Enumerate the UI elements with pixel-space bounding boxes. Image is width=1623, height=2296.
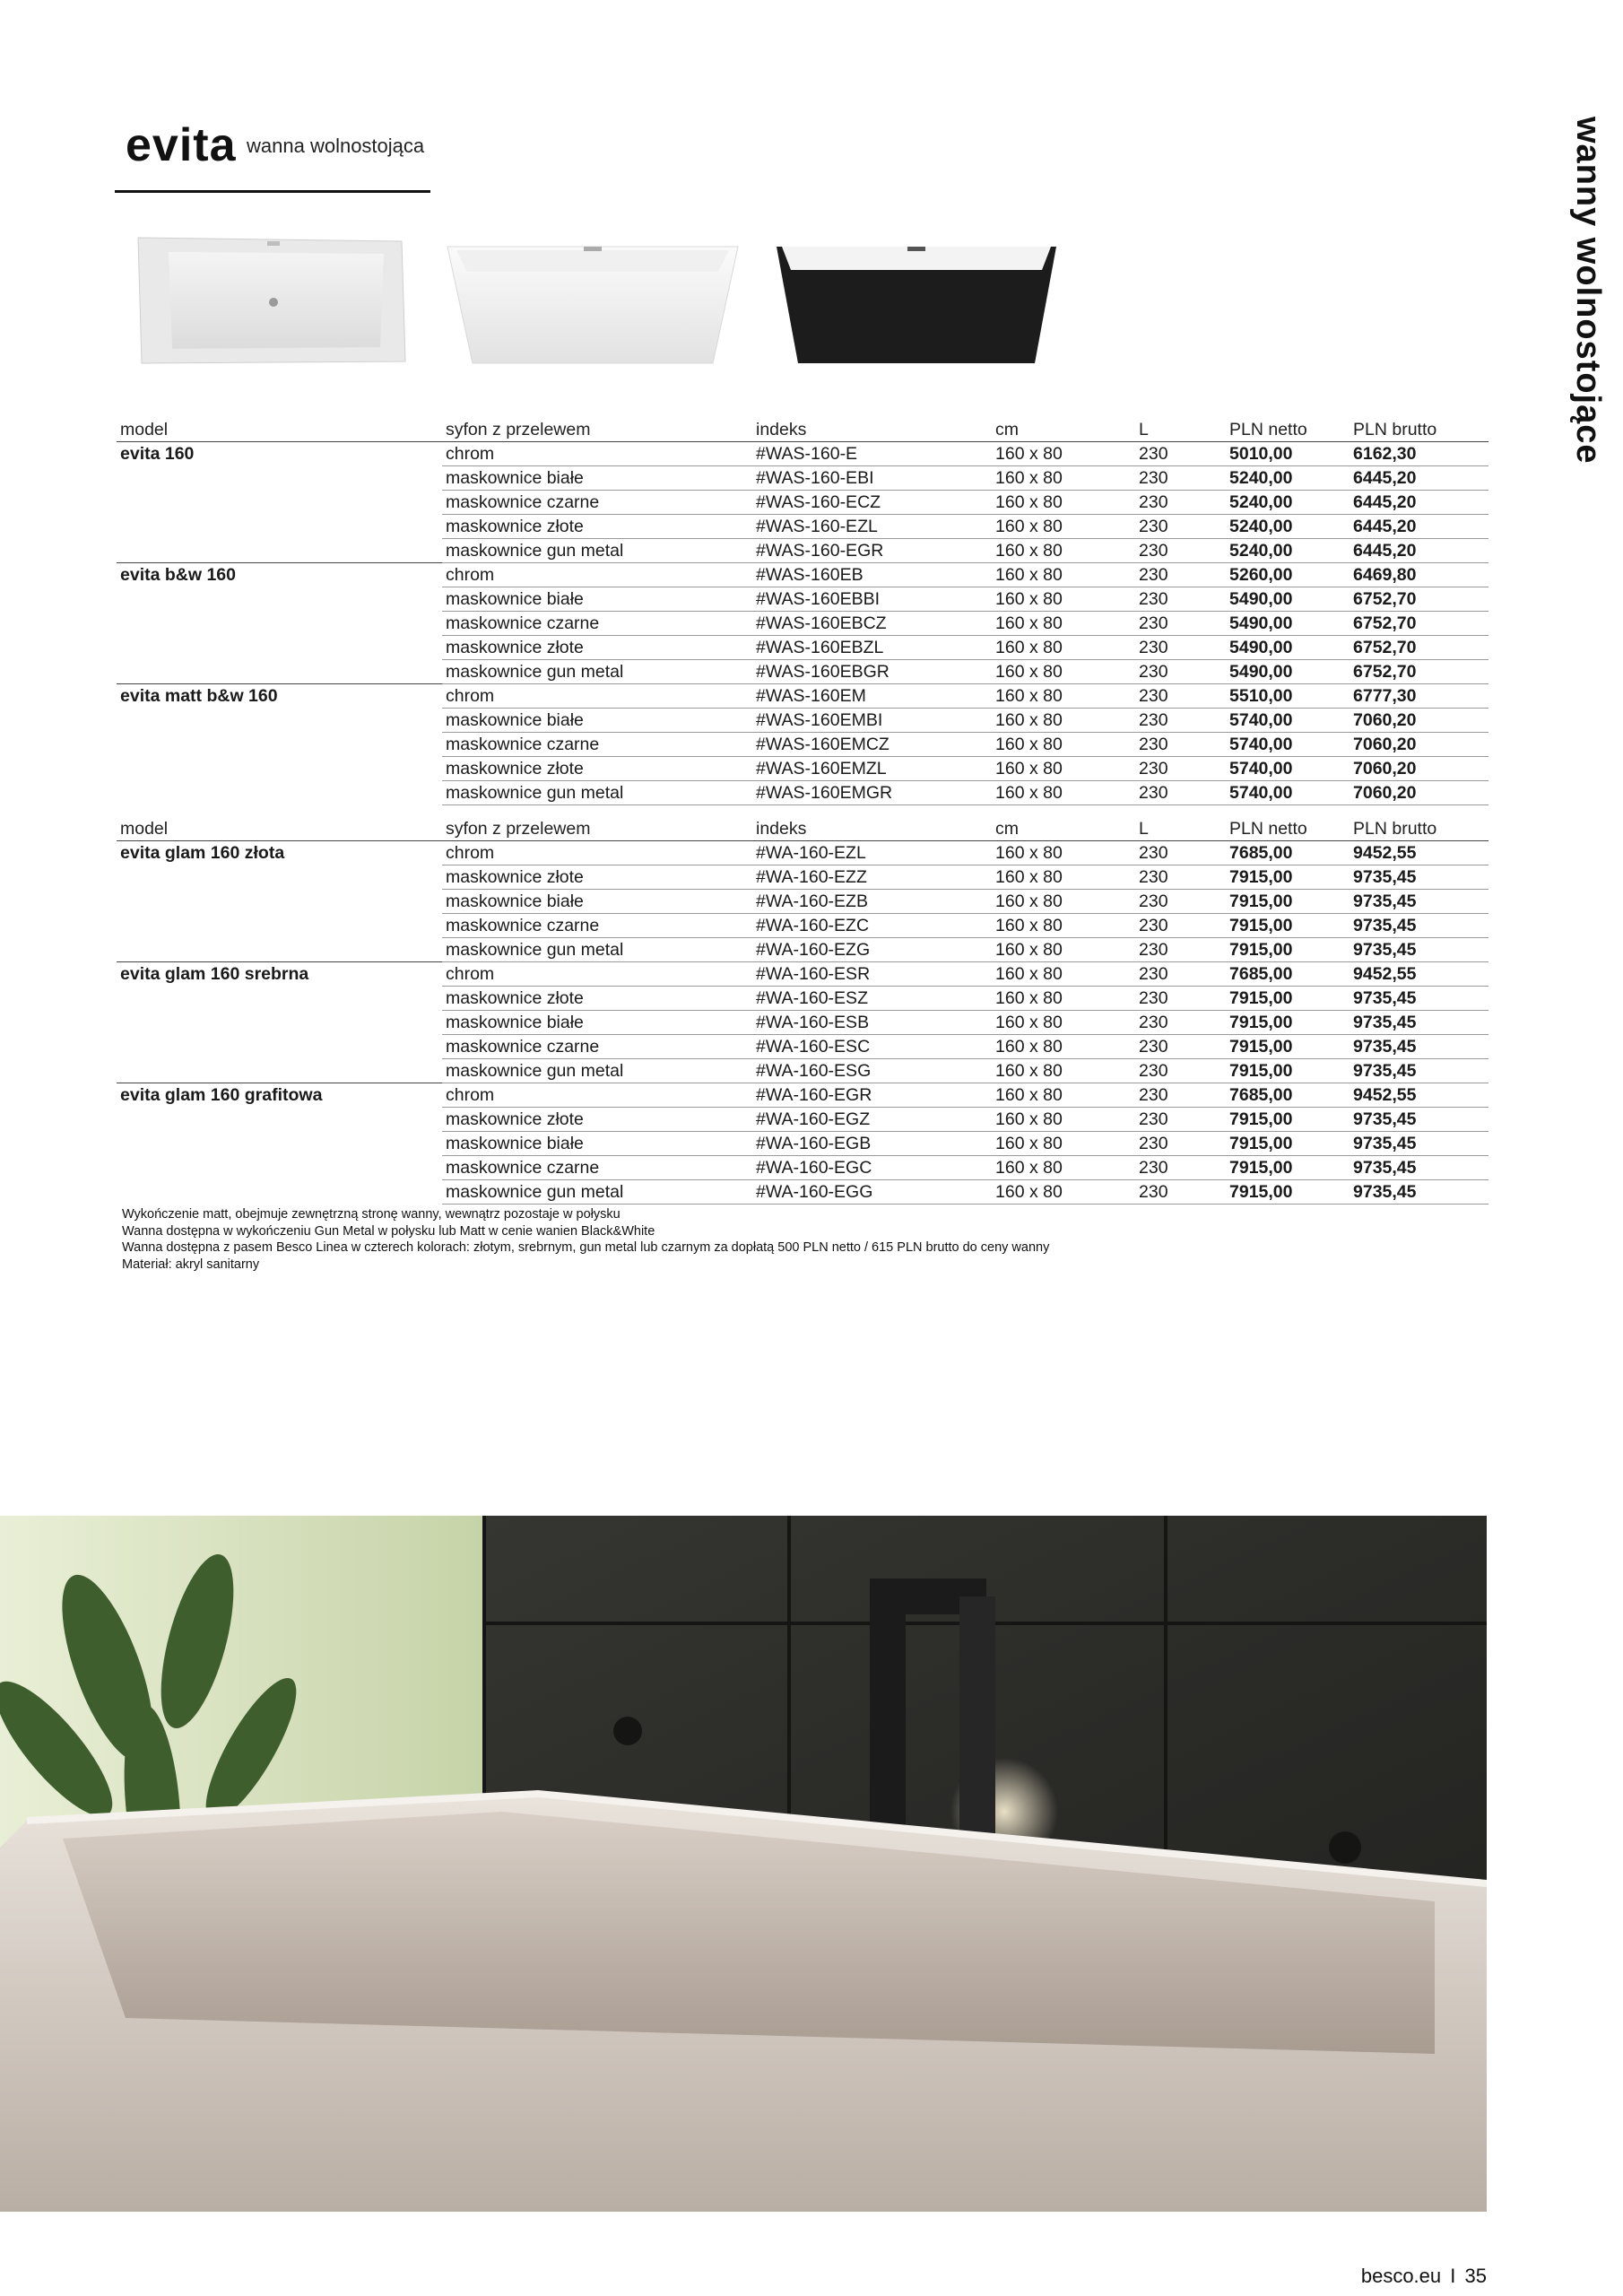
col-header-cm: cm: [992, 817, 1135, 841]
model-cell: [117, 491, 442, 515]
net-price-cell: 5240,00: [1226, 539, 1350, 563]
size-cell: 160 x 80: [992, 987, 1135, 1011]
size-cell: 160 x 80: [992, 914, 1135, 938]
table-row: [117, 781, 1488, 805]
note-line: Materiał: akryl sanitarny: [122, 1257, 260, 1272]
index-cell: #WAS-160-E: [752, 442, 992, 466]
volume-cell: 230: [1135, 890, 1226, 914]
price-table-evita: [117, 418, 1488, 805]
col-header-gross-price: PLN brutto: [1350, 418, 1488, 442]
net-price-cell: 7685,00: [1226, 1083, 1350, 1108]
siphon-cell: maskownice złote: [442, 515, 752, 539]
index-cell: #WA-160-EZL: [752, 841, 992, 865]
volume-cell: 230: [1135, 660, 1226, 684]
bathroom-lifestyle-photo: [0, 1516, 1487, 2212]
volume-cell: 230: [1135, 1011, 1226, 1035]
page-subtitle: wanna wolnostojąca: [247, 135, 425, 157]
size-cell: 160 x 80: [992, 890, 1135, 914]
model-cell: [117, 781, 442, 805]
size-cell: 160 x 80: [992, 1011, 1135, 1035]
siphon-cell: maskownice złote: [442, 1108, 752, 1132]
net-price-cell: 7915,00: [1226, 1156, 1350, 1180]
table-row: [117, 914, 1488, 938]
index-cell: #WAS-160EBGR: [752, 660, 992, 684]
size-cell: 160 x 80: [992, 684, 1135, 709]
col-header-cm: cm: [992, 418, 1135, 442]
index-cell: #WAS-160EBBI: [752, 587, 992, 612]
table-row: [117, 1035, 1488, 1059]
siphon-cell: maskownice czarne: [442, 491, 752, 515]
gross-price-cell: 9452,55: [1350, 1083, 1488, 1108]
volume-cell: 230: [1135, 1180, 1226, 1205]
table-row: [117, 491, 1488, 515]
table-body: [117, 442, 1488, 805]
gross-price-cell: 9735,45: [1350, 890, 1488, 914]
model-cell: [117, 733, 442, 757]
gross-price-cell: 9735,45: [1350, 938, 1488, 962]
model-cell: [117, 1059, 442, 1083]
index-cell: #WAS-160EMZL: [752, 757, 992, 781]
size-cell: 160 x 80: [992, 636, 1135, 660]
net-price-cell: 5740,00: [1226, 781, 1350, 805]
siphon-cell: maskownice złote: [442, 865, 752, 890]
footer-site: besco.eu: [1360, 2265, 1442, 2287]
gross-price-cell: 6777,30: [1350, 684, 1488, 709]
volume-cell: 230: [1135, 636, 1226, 660]
gross-price-cell: 9735,45: [1350, 987, 1488, 1011]
model-cell: [117, 757, 442, 781]
siphon-cell: maskownice gun metal: [442, 781, 752, 805]
model-cell: evita matt b&w 160: [117, 684, 442, 709]
col-header-siphon: syfon z przelewem: [442, 817, 752, 841]
size-cell: 160 x 80: [992, 962, 1135, 987]
model-cell: [117, 612, 442, 636]
siphon-cell: maskownice złote: [442, 987, 752, 1011]
size-cell: 160 x 80: [992, 1180, 1135, 1205]
size-cell: 160 x 80: [992, 587, 1135, 612]
siphon-cell: maskownice złote: [442, 636, 752, 660]
table-row: [117, 962, 1488, 987]
net-price-cell: 7915,00: [1226, 1180, 1350, 1205]
net-price-cell: 5010,00: [1226, 442, 1350, 466]
table-row: [117, 865, 1488, 890]
size-cell: 160 x 80: [992, 539, 1135, 563]
siphon-cell: chrom: [442, 1083, 752, 1108]
net-price-cell: 5740,00: [1226, 733, 1350, 757]
net-price-cell: 7915,00: [1226, 987, 1350, 1011]
index-cell: #WA-160-ESZ: [752, 987, 992, 1011]
volume-cell: 230: [1135, 841, 1226, 865]
table-body: [117, 841, 1488, 1205]
volume-cell: 230: [1135, 491, 1226, 515]
size-cell: 160 x 80: [992, 1083, 1135, 1108]
col-header-index: indeks: [752, 817, 992, 841]
net-price-cell: 7915,00: [1226, 1011, 1350, 1035]
model-cell: evita glam 160 grafitowa: [117, 1083, 442, 1108]
net-price-cell: 5740,00: [1226, 709, 1350, 733]
size-cell: 160 x 80: [992, 466, 1135, 491]
gross-price-cell: 9735,45: [1350, 1132, 1488, 1156]
index-cell: #WA-160-EZB: [752, 890, 992, 914]
gross-price-cell: 6445,20: [1350, 466, 1488, 491]
table-row: [117, 1132, 1488, 1156]
volume-cell: 230: [1135, 684, 1226, 709]
net-price-cell: 5490,00: [1226, 587, 1350, 612]
table-row: [117, 1156, 1488, 1180]
size-cell: 160 x 80: [992, 1035, 1135, 1059]
volume-cell: 230: [1135, 938, 1226, 962]
net-price-cell: 5260,00: [1226, 563, 1350, 587]
size-cell: 160 x 80: [992, 1059, 1135, 1083]
model-cell: evita 160: [120, 443, 195, 464]
index-cell: #WAS-160EBCZ: [752, 612, 992, 636]
size-cell: 160 x 80: [992, 709, 1135, 733]
table-row: [117, 890, 1488, 914]
size-cell: 160 x 80: [992, 865, 1135, 890]
size-cell: 160 x 80: [992, 938, 1135, 962]
siphon-cell: maskownice czarne: [442, 733, 752, 757]
model-cell: [117, 987, 442, 1011]
index-cell: #WA-160-EGR: [752, 1083, 992, 1108]
index-cell: #WAS-160EMGR: [752, 781, 992, 805]
table-row: [117, 636, 1488, 660]
net-price-cell: 7915,00: [1226, 1108, 1350, 1132]
gross-price-cell: 7060,20: [1350, 733, 1488, 757]
index-cell: #WAS-160EMCZ: [752, 733, 992, 757]
gross-price-cell: 6752,70: [1350, 660, 1488, 684]
note-line: Wykończenie matt, obejmuje zewnętrzną stronę wanny, wewnątrz pozostaje w połysku: [122, 1207, 621, 1222]
size-cell: 160 x 80: [992, 733, 1135, 757]
page-footer: [1361, 2265, 1487, 2288]
table-row: [117, 757, 1488, 781]
volume-cell: 230: [1135, 781, 1226, 805]
table-header-row: [117, 418, 1488, 442]
gross-price-cell: 9452,55: [1350, 962, 1488, 987]
net-price-cell: 5240,00: [1226, 491, 1350, 515]
table-row: [117, 1059, 1488, 1083]
size-cell: 160 x 80: [992, 563, 1135, 587]
siphon-cell: chrom: [442, 684, 752, 709]
size-cell: 160 x 80: [992, 1132, 1135, 1156]
siphon-cell: maskownice białe: [442, 709, 752, 733]
tub-white-side-view-image: [444, 229, 742, 372]
gross-price-cell: 6445,20: [1350, 539, 1488, 563]
table-row: [117, 938, 1488, 962]
index-cell: #WAS-160EBZL: [752, 636, 992, 660]
table-row: [117, 1108, 1488, 1132]
volume-cell: 230: [1135, 1059, 1226, 1083]
siphon-cell: chrom: [442, 442, 752, 466]
volume-cell: 230: [1135, 1156, 1226, 1180]
size-cell: 160 x 80: [992, 757, 1135, 781]
table-row: [117, 466, 1488, 491]
siphon-cell: maskownice białe: [442, 587, 752, 612]
table-row: [117, 587, 1488, 612]
index-cell: #WA-160-ESC: [752, 1035, 992, 1059]
col-header-liters: L: [1135, 418, 1226, 442]
model-cell: evita glam 160 srebrna: [117, 962, 442, 987]
index-cell: #WAS-160EMBI: [752, 709, 992, 733]
gross-price-cell: 6752,70: [1350, 636, 1488, 660]
net-price-cell: 5240,00: [1226, 466, 1350, 491]
siphon-cell: chrom: [442, 563, 752, 587]
net-price-cell: 7685,00: [1226, 841, 1350, 865]
model-cell: [117, 1156, 442, 1180]
net-price-cell: 5490,00: [1226, 636, 1350, 660]
table-row: [117, 1083, 1488, 1108]
siphon-cell: maskownice gun metal: [442, 1059, 752, 1083]
siphon-cell: maskownice białe: [442, 466, 752, 491]
volume-cell: 230: [1135, 987, 1226, 1011]
size-cell: 160 x 80: [992, 491, 1135, 515]
siphon-cell: maskownice czarne: [442, 1035, 752, 1059]
title-underline: [115, 190, 430, 193]
net-price-cell: 7915,00: [1226, 1132, 1350, 1156]
gross-price-cell: 9735,45: [1350, 1059, 1488, 1083]
model-cell: [117, 515, 442, 539]
volume-cell: 230: [1135, 914, 1226, 938]
gross-price-cell: 9735,45: [1350, 865, 1488, 890]
index-cell: #WAS-160-EBI: [752, 466, 992, 491]
gross-price-cell: 6445,20: [1350, 491, 1488, 515]
siphon-cell: maskownice gun metal: [442, 938, 752, 962]
index-cell: #WA-160-EZC: [752, 914, 992, 938]
gross-price-cell: 9735,45: [1350, 914, 1488, 938]
siphon-cell: maskownice czarne: [442, 914, 752, 938]
siphon-cell: maskownice czarne: [442, 612, 752, 636]
col-header-model: model: [117, 817, 442, 841]
table-row: [117, 1180, 1488, 1205]
table-row: [117, 442, 1488, 466]
gross-price-cell: 9735,45: [1350, 1180, 1488, 1205]
tub-black-white-side-view-image: [773, 229, 1060, 372]
siphon-cell: maskownice czarne: [442, 1156, 752, 1180]
tub-top-view-image: [133, 229, 411, 372]
siphon-cell: maskownice gun metal: [442, 539, 752, 563]
gross-price-cell: 6445,20: [1350, 515, 1488, 539]
size-cell: 160 x 80: [992, 841, 1135, 865]
model-cell: [117, 914, 442, 938]
model-cell: [117, 466, 442, 491]
gross-price-cell: 9735,45: [1350, 1011, 1488, 1035]
index-cell: #WAS-160EB: [752, 563, 992, 587]
product-notes: [122, 1206, 1049, 1273]
col-header-liters: L: [1135, 817, 1226, 841]
col-header-gross-price: PLN brutto: [1350, 817, 1488, 841]
volume-cell: 230: [1135, 757, 1226, 781]
table-row: [117, 539, 1488, 563]
size-cell: 160 x 80: [992, 442, 1135, 466]
index-cell: #WA-160-EGB: [752, 1132, 992, 1156]
volume-cell: 230: [1135, 1083, 1226, 1108]
page-title: evita: [126, 119, 237, 171]
volume-cell: 230: [1135, 442, 1226, 466]
table-row: [117, 684, 1488, 709]
index-cell: #WA-160-EGC: [752, 1156, 992, 1180]
index-cell: #WA-160-EZG: [752, 938, 992, 962]
table-row: [117, 515, 1488, 539]
gross-price-cell: 7060,20: [1350, 757, 1488, 781]
size-cell: 160 x 80: [992, 660, 1135, 684]
model-cell: [117, 1108, 442, 1132]
model-cell: [117, 890, 442, 914]
siphon-cell: maskownice gun metal: [442, 1180, 752, 1205]
table-row: [117, 1011, 1488, 1035]
gross-price-cell: 7060,20: [1350, 781, 1488, 805]
size-cell: 160 x 80: [992, 1108, 1135, 1132]
model-cell: [117, 636, 442, 660]
model-cell: [117, 1180, 442, 1205]
index-cell: #WA-160-EGG: [752, 1180, 992, 1205]
footer-separator: I: [1450, 2265, 1456, 2287]
net-price-cell: 5240,00: [1226, 515, 1350, 539]
volume-cell: 230: [1135, 612, 1226, 636]
col-header-net-price: PLN netto: [1226, 418, 1350, 442]
col-header-model: model: [117, 418, 442, 442]
index-cell: #WA-160-ESR: [752, 962, 992, 987]
page-number: 35: [1464, 2265, 1487, 2287]
note-line: Wanna dostępna w wykończeniu Gun Metal w połysku lub Matt w cenie wanien Black&White: [122, 1223, 655, 1239]
volume-cell: 230: [1135, 733, 1226, 757]
net-price-cell: 7915,00: [1226, 890, 1350, 914]
net-price-cell: 7915,00: [1226, 938, 1350, 962]
volume-cell: 230: [1135, 587, 1226, 612]
table-row: [117, 660, 1488, 684]
siphon-cell: maskownice złote: [442, 757, 752, 781]
siphon-cell: maskownice białe: [442, 1011, 752, 1035]
gross-price-cell: 7060,20: [1350, 709, 1488, 733]
col-header-net-price: PLN netto: [1226, 817, 1350, 841]
gross-price-cell: 9735,45: [1350, 1108, 1488, 1132]
model-cell: evita glam 160 złota: [120, 842, 285, 863]
net-price-cell: 5490,00: [1226, 612, 1350, 636]
table-row: [117, 733, 1488, 757]
col-header-siphon: syfon z przelewem: [442, 418, 752, 442]
volume-cell: 230: [1135, 1132, 1226, 1156]
model-cell: [117, 938, 442, 962]
gross-price-cell: 9452,55: [1350, 841, 1488, 865]
net-price-cell: 7685,00: [1226, 962, 1350, 987]
index-cell: #WA-160-ESG: [752, 1059, 992, 1083]
gross-price-cell: 9735,45: [1350, 1035, 1488, 1059]
size-cell: 160 x 80: [992, 612, 1135, 636]
table-row: [117, 612, 1488, 636]
volume-cell: 230: [1135, 539, 1226, 563]
model-cell: [117, 865, 442, 890]
table-row: [117, 563, 1488, 587]
col-header-index: indeks: [752, 418, 992, 442]
net-price-cell: 7915,00: [1226, 865, 1350, 890]
model-cell: [117, 660, 442, 684]
model-cell: [117, 1011, 442, 1035]
section-side-label: wanny wolnostojące: [1569, 117, 1607, 465]
model-cell: [117, 539, 442, 563]
net-price-cell: 7915,00: [1226, 914, 1350, 938]
siphon-cell: maskownice gun metal: [442, 660, 752, 684]
table-header-row: [117, 817, 1488, 841]
price-table-evita-glam: [117, 817, 1488, 1205]
model-cell: [117, 709, 442, 733]
gross-price-cell: 6752,70: [1350, 587, 1488, 612]
index-cell: #WA-160-ESB: [752, 1011, 992, 1035]
gross-price-cell: 6162,30: [1350, 442, 1488, 466]
gross-price-cell: 9735,45: [1350, 1156, 1488, 1180]
net-price-cell: 7915,00: [1226, 1035, 1350, 1059]
model-cell: [117, 1035, 442, 1059]
net-price-cell: 5510,00: [1226, 684, 1350, 709]
volume-cell: 230: [1135, 1035, 1226, 1059]
volume-cell: 230: [1135, 515, 1226, 539]
volume-cell: 230: [1135, 865, 1226, 890]
index-cell: #WA-160-EZZ: [752, 865, 992, 890]
note-line: Wanna dostępna z pasem Besco Linea w czterech kolorach: złotym, srebrnym, gun metal lub czarnym za dopłatą 500 PLN netto / 615 PLN brutto do ceny wanny: [122, 1240, 1050, 1255]
net-price-cell: 5740,00: [1226, 757, 1350, 781]
net-price-cell: 7915,00: [1226, 1059, 1350, 1083]
table-row: [117, 987, 1488, 1011]
volume-cell: 230: [1135, 563, 1226, 587]
volume-cell: 230: [1135, 1108, 1226, 1132]
model-cell: evita b&w 160: [117, 563, 442, 587]
index-cell: #WA-160-EGZ: [752, 1108, 992, 1132]
table-row: [117, 841, 1488, 865]
siphon-cell: maskownice białe: [442, 890, 752, 914]
net-price-cell: 5490,00: [1226, 660, 1350, 684]
index-cell: #WAS-160-ECZ: [752, 491, 992, 515]
index-cell: #WAS-160-EGR: [752, 539, 992, 563]
gross-price-cell: 6469,80: [1350, 563, 1488, 587]
gross-price-cell: 6752,70: [1350, 612, 1488, 636]
model-cell: [117, 1132, 442, 1156]
model-cell: [117, 587, 442, 612]
siphon-cell: maskownice białe: [442, 1132, 752, 1156]
table-row: [117, 709, 1488, 733]
size-cell: 160 x 80: [992, 1156, 1135, 1180]
size-cell: 160 x 80: [992, 515, 1135, 539]
siphon-cell: chrom: [442, 841, 752, 865]
volume-cell: 230: [1135, 709, 1226, 733]
index-cell: #WAS-160-EZL: [752, 515, 992, 539]
size-cell: 160 x 80: [992, 781, 1135, 805]
volume-cell: 230: [1135, 962, 1226, 987]
index-cell: #WAS-160EM: [752, 684, 992, 709]
siphon-cell: chrom: [442, 962, 752, 987]
volume-cell: 230: [1135, 466, 1226, 491]
